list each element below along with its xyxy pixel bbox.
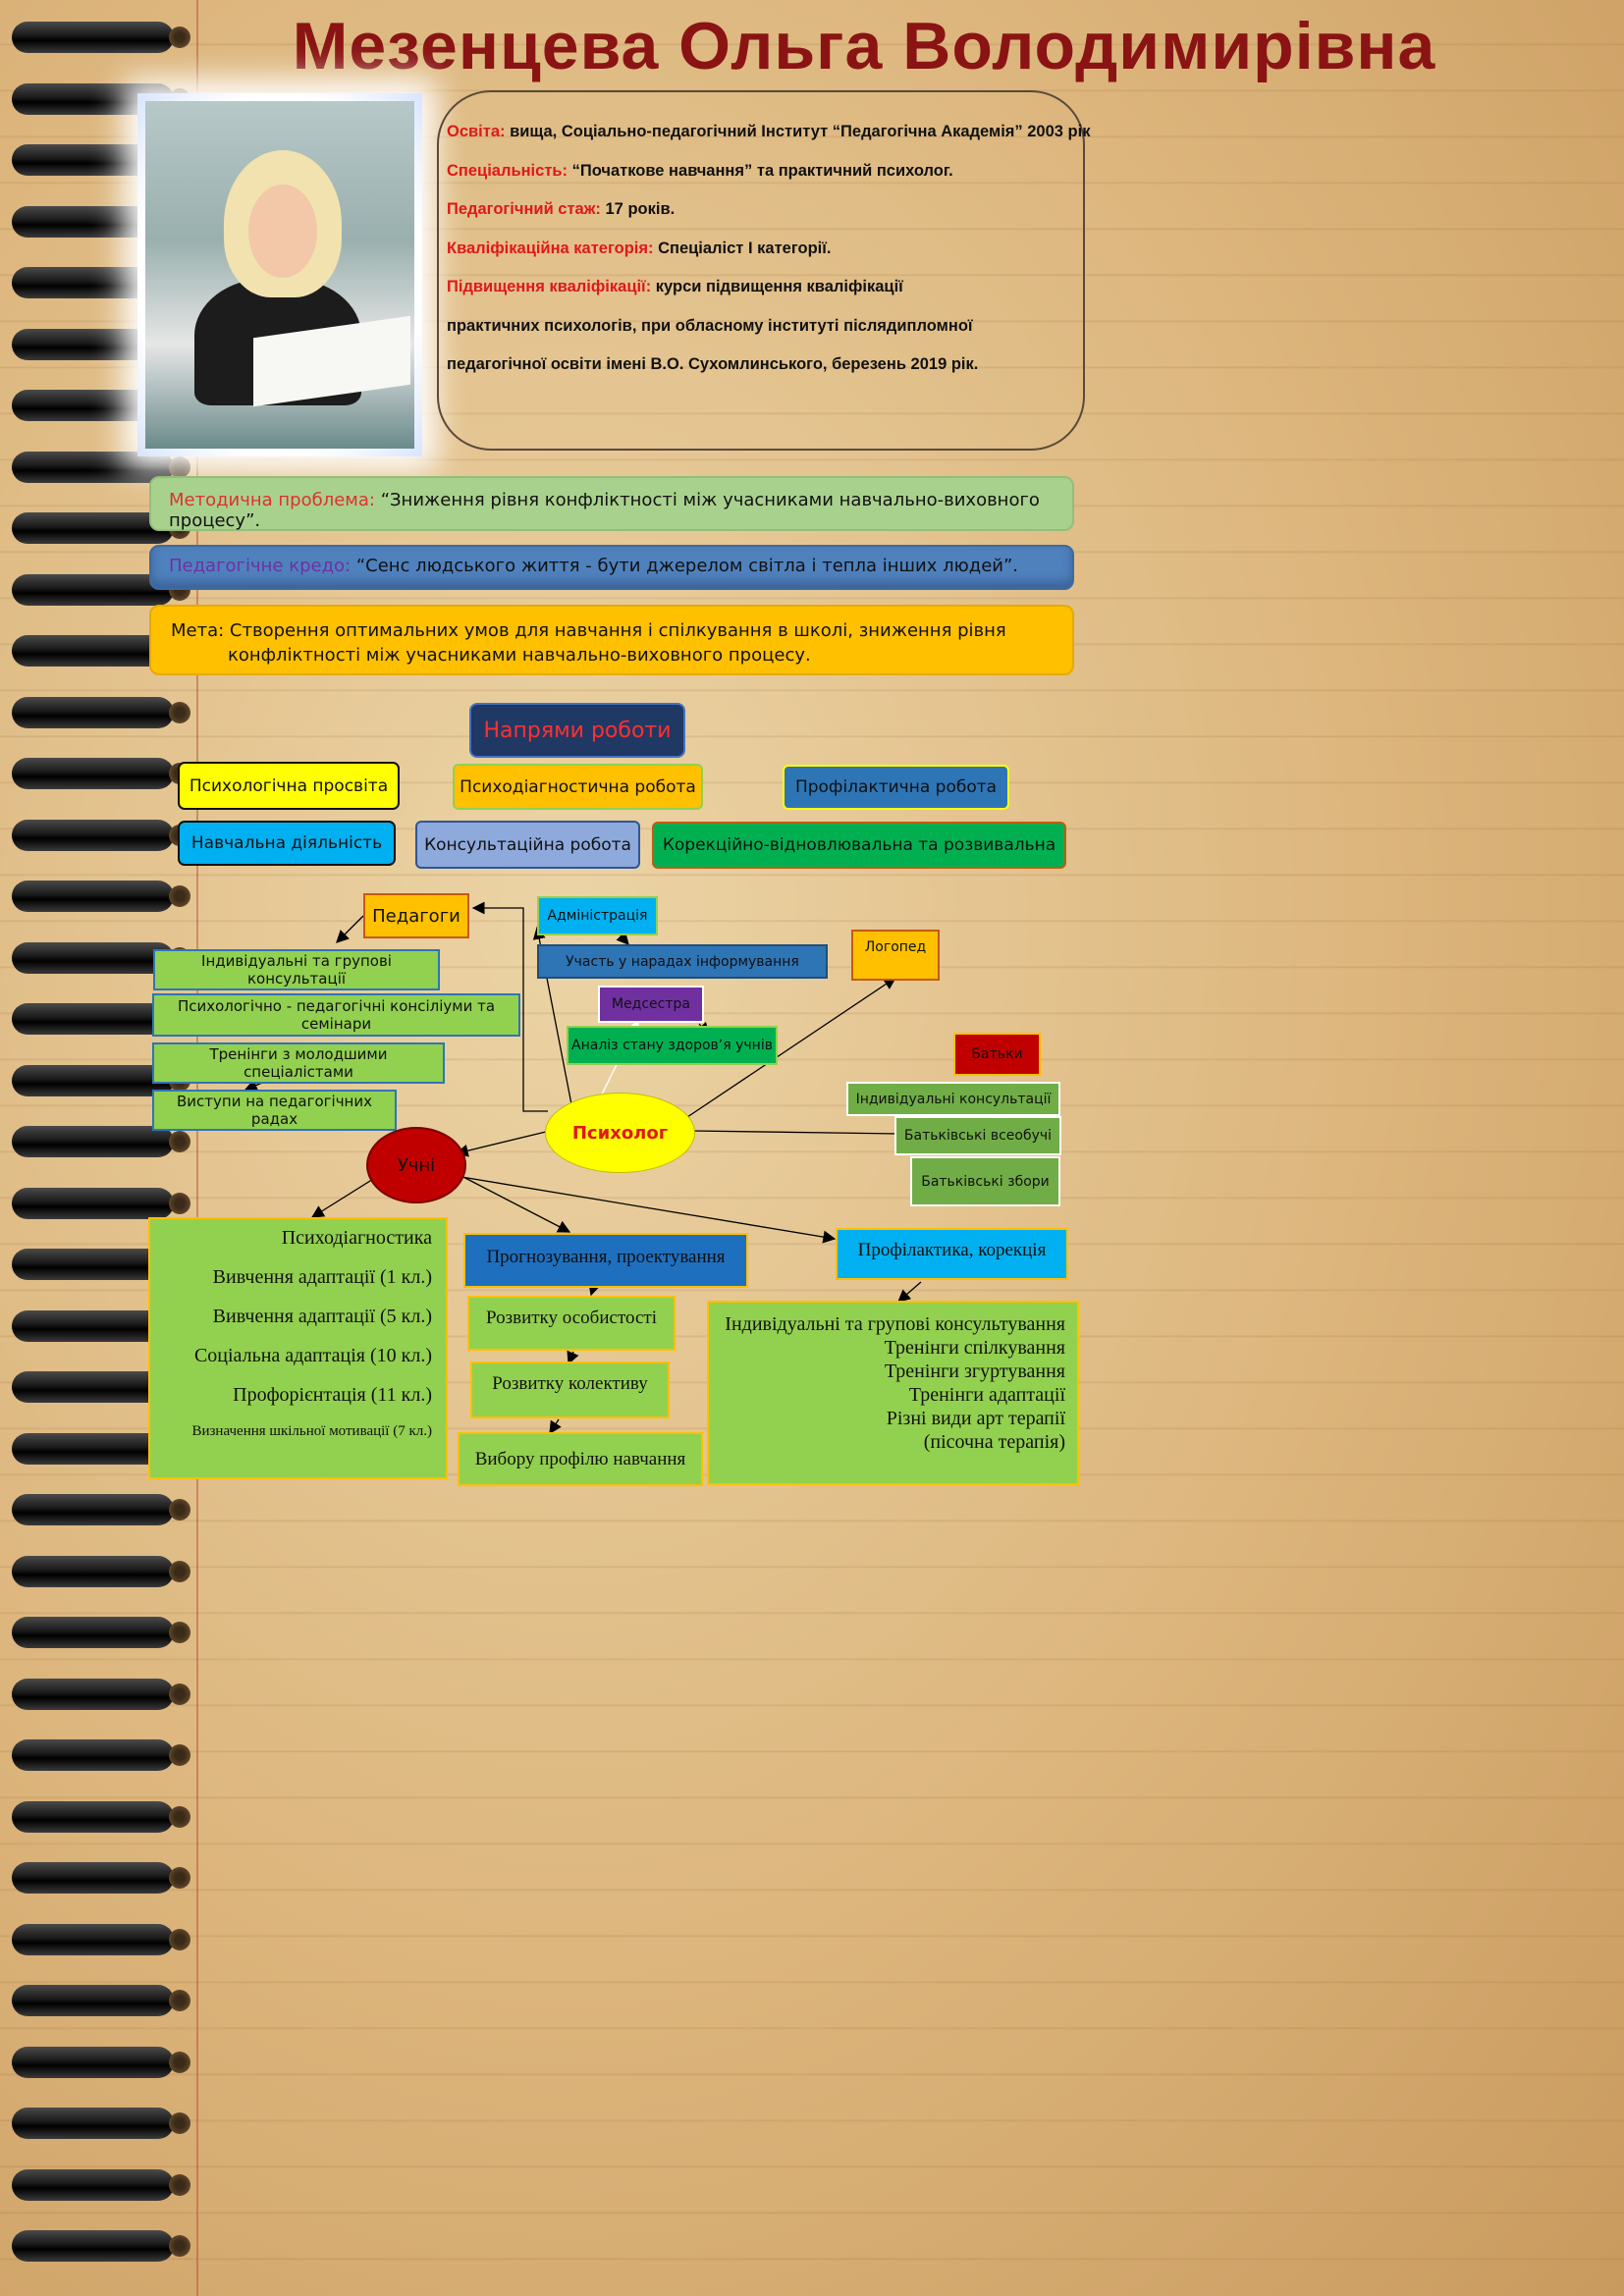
parents-item-consultations bbox=[846, 1082, 1060, 1116]
students-node: Учні bbox=[366, 1127, 466, 1203]
diagnostics-title: Психодіагностика bbox=[281, 1227, 432, 1249]
nurse-analysis-box bbox=[567, 1026, 778, 1065]
teachers-item-consultations: Індивідуальні та групові консультації bbox=[153, 949, 440, 990]
goal-value: Створення оптимальних умов для навчання і спілкування в школі, зниження рівня bbox=[224, 620, 1006, 641]
teachers-box: Педагоги bbox=[363, 893, 469, 938]
credo-value: “Сенс людського життя - бути джерелом світла і тепла інших людей”. bbox=[351, 556, 1019, 576]
goal-line-2: конфліктності між учасниками навчально-виховного процесу. bbox=[228, 645, 811, 666]
page-title: Мезенцева Ольга Володимирівна bbox=[292, 9, 1436, 83]
prevention-box: Профілактика, корекція bbox=[836, 1228, 1068, 1280]
forecast-item-profile: Вибору профілю навчання bbox=[458, 1432, 703, 1486]
diagnostics-item: Вивчення адаптації (1 кл.) bbox=[212, 1266, 432, 1288]
parents-box bbox=[953, 1033, 1041, 1076]
forecast-item-personality: Розвитку особистості bbox=[467, 1296, 676, 1351]
directions-title: Напрями роботи bbox=[469, 703, 685, 758]
method-problem-value: “Зниження рівня конфліктності між учасниками навчально-виховного процесу”. bbox=[169, 490, 1040, 531]
admin-meetings-box bbox=[537, 944, 828, 979]
direction-teaching: Навчальна діяльність bbox=[178, 821, 396, 866]
parents-label: Батьки bbox=[971, 1046, 1023, 1062]
education-label: Освіта: bbox=[447, 123, 506, 140]
admin-label: Адміністрація bbox=[547, 908, 648, 924]
psychologist-node: Психолог bbox=[545, 1093, 695, 1173]
speech-therapist-label: Логопед bbox=[864, 939, 927, 955]
diagnostics-item: Визначення шкільної мотивації (7 кл.) bbox=[191, 1423, 432, 1439]
admin-box bbox=[537, 896, 658, 935]
training-label: Підвищення кваліфікації: bbox=[447, 278, 652, 295]
prevention-item: Тренінги спілкування bbox=[884, 1337, 1065, 1359]
parents-item-consultations-label: Індивідуальні консультації bbox=[855, 1091, 1052, 1107]
specialty-label: Спеціальність: bbox=[447, 161, 568, 180]
nurse-analysis-label: Аналіз стану здоровʼя учнів bbox=[571, 1038, 773, 1053]
forecast-box: Прогнозування, проектування bbox=[463, 1233, 748, 1288]
parents-item-education bbox=[894, 1116, 1061, 1155]
category-value: Спеціаліст І категорії. bbox=[653, 239, 832, 257]
nurse-box bbox=[598, 986, 704, 1023]
parents-item-meetings-label: Батьківські збори bbox=[921, 1173, 1050, 1190]
training-line-3: педагогічної освіти імені В.О. Сухомлинського, березень 2019 рік. bbox=[447, 355, 979, 373]
diagnostics-item: Соціальна адаптація (10 кл.) bbox=[193, 1345, 432, 1366]
prevention-list-box bbox=[707, 1301, 1079, 1485]
method-problem-label: Методична проблема: bbox=[169, 490, 375, 510]
admin-meetings-label: Участь у нарадах інформування bbox=[566, 953, 799, 970]
specialty-value: “Початкове навчання” та практичний психолог. bbox=[568, 161, 953, 180]
teachers-item-speeches: Виступи на педагогічних радах bbox=[152, 1090, 397, 1131]
diagnostics-item: Вивчення адаптації (5 кл.) bbox=[212, 1306, 432, 1327]
prevention-item: Індивідуальні та групові консультування bbox=[725, 1313, 1065, 1335]
direction-prevention: Профілактична робота bbox=[783, 765, 1009, 810]
direction-psychodiagnostics: Психодіагностична робота bbox=[453, 764, 703, 810]
prevention-item: Різні види арт терапії bbox=[886, 1408, 1065, 1429]
prevention-item: Тренінги згуртування bbox=[884, 1361, 1065, 1382]
training-value: курси підвищення кваліфікації bbox=[651, 278, 903, 295]
experience-label: Педагогічний стаж: bbox=[447, 200, 601, 218]
education-value: вища, Соціально-педагогічний Інститут “Педагогічна Академія” 2003 рік bbox=[505, 123, 1091, 140]
experience-value: 17 років. bbox=[600, 200, 676, 218]
training-line-2: практичних психологів, при обласному інституті післядипломної bbox=[447, 316, 973, 335]
teachers-item-councils: Психологічно - педагогічні консіліуми та семінари bbox=[152, 993, 520, 1037]
diagnostics-box bbox=[148, 1217, 448, 1479]
category-label: Кваліфікаційна категорія: bbox=[447, 239, 654, 257]
parents-item-meetings bbox=[910, 1156, 1060, 1206]
goal-label: Мета: bbox=[171, 620, 225, 641]
prevention-item: Тренінги адаптації bbox=[908, 1384, 1065, 1406]
nurse-label: Медсестра bbox=[611, 996, 690, 1012]
teachers-item-trainings: Тренінги з молодшими спеціалістами bbox=[152, 1042, 445, 1084]
diagnostics-item: Профорієнтація (11 кл.) bbox=[233, 1384, 432, 1406]
parents-item-education-label: Батьківські всеобучі bbox=[903, 1128, 1053, 1144]
forecast-item-collective: Розвитку колективу bbox=[470, 1362, 670, 1418]
direction-correction: Корекційно-відновлювальна та розвивальна bbox=[652, 822, 1066, 869]
direction-psych-education: Психологічна просвіта bbox=[178, 762, 400, 810]
credo-label: Педагогічне кредо: bbox=[169, 556, 352, 576]
direction-consulting: Консультаційна робота bbox=[415, 821, 640, 869]
speech-therapist-box bbox=[851, 930, 940, 981]
prevention-item: (пісочна терапія) bbox=[923, 1431, 1065, 1453]
